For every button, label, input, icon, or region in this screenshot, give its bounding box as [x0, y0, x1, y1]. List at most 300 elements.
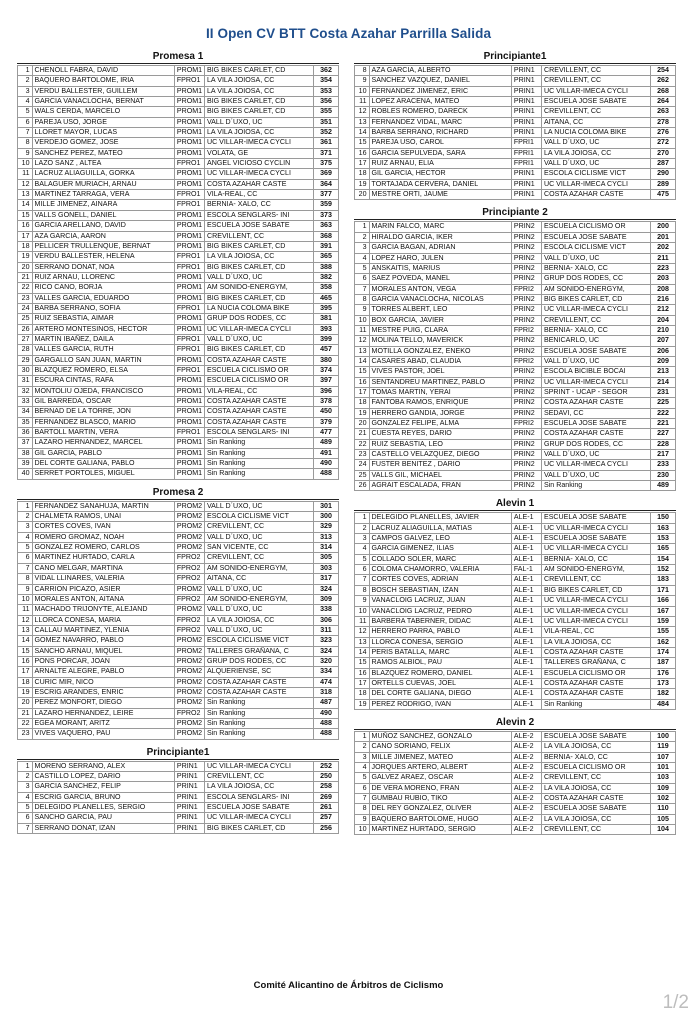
category-cell: PRIN2 — [511, 253, 541, 263]
rider-name-cell: GARCIA VANACLOCHA, NICOLAS — [369, 294, 511, 304]
category-cell: PROM1 — [174, 179, 204, 189]
bib-number-cell: 379 — [314, 417, 339, 427]
position-cell: 25 — [18, 314, 33, 324]
table-row — [18, 417, 339, 427]
rider-name-cell: VERDU BALLESTER, HELENA — [32, 252, 174, 262]
position-cell: 26 — [355, 481, 370, 491]
table-row — [355, 148, 676, 158]
rider-name-cell: MILLE JIMENEZ, AINARA — [32, 200, 174, 210]
club-cell: LA VILA JOIOSA, CC — [204, 615, 313, 625]
category-title: Principiante 2 — [354, 206, 676, 220]
table-row — [18, 718, 339, 728]
rider-name-cell: BERNAD DE LA TORRE, JON — [32, 407, 174, 417]
bib-number-cell: 359 — [314, 200, 339, 210]
position-cell: 23 — [18, 729, 33, 739]
club-cell: GRUP DOS RODES, CC — [204, 656, 313, 666]
table-row — [18, 293, 339, 303]
position-cell: 17 — [355, 678, 370, 688]
category-cell: PROM2 — [174, 687, 204, 697]
category-section — [17, 50, 339, 480]
category-cell: PROM2 — [174, 729, 204, 739]
bib-number-cell: 206 — [651, 346, 676, 356]
table-row — [18, 221, 339, 231]
category-cell: ALE-2 — [511, 731, 541, 741]
rider-name-cell: LOPEZ HARO, JULEN — [369, 253, 511, 263]
category-cell: PRIN1 — [174, 813, 204, 823]
table-row — [355, 565, 676, 575]
table-row — [18, 605, 339, 615]
table-row — [355, 274, 676, 284]
bib-number-cell: 313 — [314, 532, 339, 542]
category-cell: PRIN2 — [511, 294, 541, 304]
club-cell: ESCUELA JOSE SABATE — [204, 221, 313, 231]
club-cell: AM SONIDO-ENERGYM, — [541, 284, 650, 294]
rider-name-cell: FERNANDEZ JIMENEZ, ERIC — [369, 86, 511, 96]
category-cell: PRIN2 — [511, 346, 541, 356]
rider-name-cell: AGRAIT ESCALADA, FRAN — [369, 481, 511, 491]
bib-number-cell: 491 — [314, 448, 339, 458]
bib-number-cell: 171 — [651, 585, 676, 595]
category-cell: ALE-1 — [511, 596, 541, 606]
club-cell: AITANA, CC — [541, 117, 650, 127]
rider-name-cell: GUMBAU RUBIO, TIKO — [369, 794, 511, 804]
category-cell: ALE-1 — [511, 523, 541, 533]
position-cell: 18 — [355, 169, 370, 179]
table-row — [355, 294, 676, 304]
club-cell: ESCOLA CICLISME VICT — [204, 512, 313, 522]
category-cell: PRIN2 — [511, 408, 541, 418]
table-row — [355, 138, 676, 148]
club-cell: VALL D´UXO, UC — [204, 117, 313, 127]
position-cell: 10 — [355, 315, 370, 325]
rider-name-cell: DEL REY GONZALEZ, OLIVER — [369, 804, 511, 814]
position-cell: 7 — [355, 284, 370, 294]
position-cell: 20 — [18, 262, 33, 272]
club-cell: COSTA AZAHAR CASTE — [541, 429, 650, 439]
rider-name-cell: CASTELLO VELAZQUEZ, DIEGO — [369, 450, 511, 460]
category-cell: PRIN2 — [511, 274, 541, 284]
category-cell: PRIN1 — [174, 823, 204, 833]
bib-number-cell: 165 — [651, 544, 676, 554]
table-row — [18, 761, 339, 771]
category-cell: FPRI2 — [511, 325, 541, 335]
category-cell: PRIN1 — [511, 107, 541, 117]
bib-number-cell: 396 — [314, 386, 339, 396]
category-cell: ALE-2 — [511, 825, 541, 835]
table-row — [18, 159, 339, 169]
category-cell: FPRO2 — [174, 615, 204, 625]
club-cell: ESCOLA SENGLARS- INI — [204, 428, 313, 438]
bib-number-cell: 320 — [314, 656, 339, 666]
bib-number-cell: 358 — [314, 283, 339, 293]
category-cell: PROM1 — [174, 324, 204, 334]
table-row — [18, 334, 339, 344]
position-cell: 11 — [18, 605, 33, 615]
table-row — [355, 439, 676, 449]
bib-number-cell: 270 — [651, 148, 676, 158]
rider-name-cell: PEREZ MONFORT, DIEGO — [32, 698, 174, 708]
rider-name-cell: MARTINEZ TARRAGA, VERA — [32, 190, 174, 200]
bib-number-cell: 318 — [314, 687, 339, 697]
club-cell: LA NUCIA COLOMA BIKE — [541, 128, 650, 138]
club-cell: LA NUCIA COLOMA BIKE — [204, 303, 313, 313]
category-title: Promesa 1 — [17, 50, 339, 64]
position-cell: 24 — [18, 303, 33, 313]
rider-name-cell: GARCIA GIMENEZ, ILIAS — [369, 544, 511, 554]
category-cell: FPRI2 — [511, 356, 541, 366]
bib-number-cell: 489 — [651, 481, 676, 491]
rider-name-cell: SANCHEZ VAZQUEZ, DANIEL — [369, 76, 511, 86]
category-section — [17, 746, 339, 834]
bib-number-cell: 174 — [651, 647, 676, 657]
club-cell: UC VILLAR-IMECA CYCLI — [541, 596, 650, 606]
rider-name-cell: GARCIA ARELLANO, DAVID — [32, 221, 174, 231]
position-cell: 1 — [355, 222, 370, 232]
bib-number-cell: 153 — [651, 534, 676, 544]
rider-name-cell: RUIZ SEBASTIA, AIMAR — [32, 314, 174, 324]
rider-name-cell: TOMAS MARTIN, YERAI — [369, 387, 511, 397]
category-cell: PRIN1 — [511, 169, 541, 179]
category-cell: PRIN2 — [511, 315, 541, 325]
club-cell: Sin Ranking — [204, 469, 313, 479]
category-cell: ALE-2 — [511, 794, 541, 804]
club-cell: Sin Ranking — [541, 699, 650, 709]
club-cell: BIG BIKES CARLET, CD — [204, 345, 313, 355]
rider-name-cell: RUIZ ARNAU, ELIA — [369, 159, 511, 169]
rider-name-cell: CAMPOS GALVEZ, LEO — [369, 534, 511, 544]
table-row — [355, 377, 676, 387]
position-cell: 32 — [18, 386, 33, 396]
bib-number-cell: 233 — [651, 460, 676, 470]
bib-number-cell: 353 — [314, 86, 339, 96]
table-row — [18, 656, 339, 666]
position-cell: 18 — [355, 398, 370, 408]
position-cell: 8 — [18, 138, 33, 148]
club-cell: CREVILLENT, CC — [541, 66, 650, 76]
position-cell: 2 — [355, 523, 370, 533]
bib-number-cell: 378 — [314, 397, 339, 407]
club-cell: UC VILLAR-IMECA CYCLI — [541, 86, 650, 96]
rider-name-cell: MONTOLIU OJEDA, FRANCISCO — [32, 386, 174, 396]
position-cell: 16 — [18, 221, 33, 231]
rider-name-cell: LACRUZ ALIAGUILLA, GORKA — [32, 169, 174, 179]
table-row — [355, 169, 676, 179]
club-cell: TALLERES GRAÑANA, C — [204, 646, 313, 656]
start-grid-table — [354, 731, 676, 835]
category-title: Principiante1 — [17, 746, 339, 760]
category-cell: ALE-2 — [511, 742, 541, 752]
table-row — [355, 117, 676, 127]
category-cell: PRIN2 — [511, 336, 541, 346]
position-cell: 2 — [355, 232, 370, 242]
rider-name-cell: LLORCA CONESA, MARIA — [32, 615, 174, 625]
position-cell: 30 — [18, 365, 33, 375]
rider-name-cell: PAREJA USO, CAROL — [369, 138, 511, 148]
club-cell: BENICARLO, UC — [541, 336, 650, 346]
rider-name-cell: GONZALEZ ROMERO, CARLOS — [32, 543, 174, 553]
club-cell: VALL D´UXO, UC — [541, 253, 650, 263]
bib-number-cell: 450 — [314, 407, 339, 417]
table-row — [18, 169, 339, 179]
club-cell: VALL D´UXO, UC — [204, 625, 313, 635]
bib-number-cell: 380 — [314, 355, 339, 365]
table-row — [18, 376, 339, 386]
position-cell: 6 — [355, 274, 370, 284]
club-cell: VILA-REAL, CC — [541, 627, 650, 637]
position-cell: 8 — [355, 66, 370, 76]
rider-name-cell: LOPEZ ARACENA, MATEO — [369, 97, 511, 107]
position-cell: 11 — [18, 169, 33, 179]
category-cell: ALE-1 — [511, 668, 541, 678]
club-cell: COSTA AZAHAR CASTE — [541, 794, 650, 804]
rider-name-cell: AZA GARCIA, AARON — [32, 231, 174, 241]
bib-number-cell: 324 — [314, 584, 339, 594]
category-cell: PRIN1 — [174, 782, 204, 792]
position-cell: 19 — [18, 252, 33, 262]
bib-number-cell: 183 — [651, 575, 676, 585]
position-cell: 7 — [355, 575, 370, 585]
club-cell: UC VILLAR-IMECA CYCLI — [204, 761, 313, 771]
position-cell: 39 — [18, 459, 33, 469]
bib-number-cell: 204 — [651, 315, 676, 325]
table-row — [355, 356, 676, 366]
category-cell: PRIN2 — [511, 429, 541, 439]
table-row — [18, 512, 339, 522]
rider-name-cell: HERRERO GANDIA, JORGE — [369, 408, 511, 418]
club-cell: COSTA AZAHAR CASTE — [204, 687, 313, 697]
table-row — [18, 729, 339, 739]
category-cell: FPRO2 — [174, 594, 204, 604]
position-cell: 4 — [355, 253, 370, 263]
category-cell: PROM2 — [174, 501, 204, 511]
category-cell: PRIN1 — [511, 128, 541, 138]
position-cell: 3 — [355, 243, 370, 253]
rider-name-cell: DE VERA MORENO, FRAN — [369, 783, 511, 793]
club-cell: VALL D´UXO, UC — [541, 356, 650, 366]
club-cell: VOLATA, GE — [204, 148, 313, 158]
category-cell: FPRO2 — [174, 708, 204, 718]
club-cell: VALL D´UXO, UC — [204, 334, 313, 344]
category-cell: FPRO1 — [174, 345, 204, 355]
club-cell: SAN VICENTE, CC — [204, 543, 313, 553]
position-cell: 10 — [18, 159, 33, 169]
position-cell: 16 — [18, 656, 33, 666]
rider-name-cell: FERNANDEZ SANAHUJA, MARTIN — [32, 501, 174, 511]
bib-number-cell: 465 — [314, 293, 339, 303]
category-cell: PRIN1 — [511, 66, 541, 76]
table-row — [18, 200, 339, 210]
position-cell: 15 — [355, 658, 370, 668]
bib-number-cell: 104 — [651, 825, 676, 835]
category-cell: PROM1 — [174, 459, 204, 469]
position-cell: 14 — [18, 636, 33, 646]
club-cell: VALL D´UXO, UC — [204, 532, 313, 542]
table-row — [355, 346, 676, 356]
category-cell: PRIN2 — [511, 460, 541, 470]
club-cell: LA VILA JOIOSA, CC — [204, 252, 313, 262]
rider-name-cell: RUIZ SEBASTIA, LEO — [369, 439, 511, 449]
table-row — [18, 428, 339, 438]
club-cell: LA VILA JOIOSA, CC — [541, 148, 650, 158]
category-cell: ALE-1 — [511, 544, 541, 554]
bib-number-cell: 373 — [314, 210, 339, 220]
club-cell: UC VILLAR-IMECA CYCLI — [204, 324, 313, 334]
position-cell: 23 — [355, 450, 370, 460]
bib-number-cell: 287 — [651, 159, 676, 169]
table-row — [355, 263, 676, 273]
rider-name-cell: VIVES VAQUERO, PAU — [32, 729, 174, 739]
position-cell: 28 — [18, 345, 33, 355]
rider-name-cell: BARBERA TABERNER, DIDAC — [369, 616, 511, 626]
bib-number-cell: 182 — [651, 689, 676, 699]
table-row — [355, 387, 676, 397]
rider-name-cell: BALAGUER MURIACH, ARNAU — [32, 179, 174, 189]
bib-number-cell: 309 — [314, 594, 339, 604]
position-cell: 23 — [18, 293, 33, 303]
table-row — [18, 698, 339, 708]
table-row — [18, 574, 339, 584]
club-cell: COSTA AZAHAR CASTE — [204, 355, 313, 365]
category-section — [17, 486, 339, 740]
position-cell: 5 — [18, 107, 33, 117]
position-cell: 16 — [355, 668, 370, 678]
table-row — [18, 594, 339, 604]
club-cell: ESCOLA CICLISME VICT — [204, 636, 313, 646]
bib-number-cell: 110 — [651, 804, 676, 814]
club-cell: AITANA, CC — [204, 574, 313, 584]
category-cell: ALE-1 — [511, 575, 541, 585]
bib-number-cell: 377 — [314, 190, 339, 200]
rider-name-cell: FUSTER BENITEZ , DARIO — [369, 460, 511, 470]
table-row — [18, 803, 339, 813]
club-cell: BIG BIKES CARLET, CD — [204, 66, 313, 76]
club-cell: GRUP DOS RODES, CC — [541, 274, 650, 284]
table-row — [355, 86, 676, 96]
category-cell: PROM1 — [174, 407, 204, 417]
table-row — [355, 637, 676, 647]
position-cell: 7 — [355, 794, 370, 804]
bib-number-cell: 355 — [314, 107, 339, 117]
position-cell: 9 — [355, 305, 370, 315]
position-cell: 2 — [18, 76, 33, 86]
position-cell: 4 — [355, 762, 370, 772]
position-cell: 8 — [355, 804, 370, 814]
position-cell: 19 — [18, 687, 33, 697]
category-cell: FPRO1 — [174, 365, 204, 375]
category-cell: PROM1 — [174, 397, 204, 407]
rider-name-cell: GIL GARCIA, PABLO — [32, 448, 174, 458]
category-cell: PROM2 — [174, 532, 204, 542]
rider-name-cell: SERRANO DONAT, NOA — [32, 262, 174, 272]
bib-number-cell: 329 — [314, 522, 339, 532]
table-row — [18, 210, 339, 220]
club-cell: ESCUELA CICLISMO OR — [204, 376, 313, 386]
club-cell: Sin Ranking — [204, 729, 313, 739]
club-cell: ESCOLA SENGLARS- INI — [204, 210, 313, 220]
club-cell: CREVILLENT, CC — [204, 522, 313, 532]
rider-name-cell: SENTANDREU MARTINEZ, PABLO — [369, 377, 511, 387]
rider-name-cell: PONS PORCAR, JOAN — [32, 656, 174, 666]
position-cell: 3 — [18, 522, 33, 532]
bib-number-cell: 388 — [314, 262, 339, 272]
club-cell: COSTA AZAHAR CASTE — [541, 398, 650, 408]
position-cell: 13 — [355, 346, 370, 356]
rider-name-cell: VERDEJO GOMEZ, JOSE — [32, 138, 174, 148]
category-cell: FPRI1 — [511, 148, 541, 158]
rider-name-cell: LAZO SANZ , ALTEA — [32, 159, 174, 169]
bib-number-cell: 202 — [651, 243, 676, 253]
position-cell: 40 — [18, 469, 33, 479]
bib-number-cell: 211 — [651, 253, 676, 263]
position-cell: 4 — [18, 97, 33, 107]
rider-name-cell: RUIZ ARNAU, LLORENC — [32, 272, 174, 282]
rider-name-cell: AZA GARCIA, ALBERTO — [369, 66, 511, 76]
category-cell: PROM1 — [174, 210, 204, 220]
position-cell: 3 — [18, 86, 33, 96]
bib-number-cell: 272 — [651, 138, 676, 148]
position-cell: 17 — [355, 159, 370, 169]
bib-number-cell: 221 — [651, 419, 676, 429]
table-row — [18, 283, 339, 293]
table-row — [355, 658, 676, 668]
bib-number-cell: 203 — [651, 274, 676, 284]
category-cell: ALE-2 — [511, 783, 541, 793]
club-cell: ESCOLA SENGLARS- INI — [204, 792, 313, 802]
table-row — [18, 97, 339, 107]
position-cell: 9 — [18, 584, 33, 594]
bib-number-cell: 488 — [314, 729, 339, 739]
category-cell: PROM2 — [174, 656, 204, 666]
bib-number-cell: 356 — [314, 97, 339, 107]
bib-number-cell: 475 — [651, 190, 676, 200]
rider-name-cell: DELEGIDO PLANELLES, SERGIO — [32, 803, 174, 813]
club-cell: AM SONIDO-ENERGYM, — [541, 565, 650, 575]
table-row — [355, 460, 676, 470]
club-cell: Sin Ranking — [204, 459, 313, 469]
club-cell: AM SONIDO-ENERGYM, — [204, 594, 313, 604]
category-cell: PROM1 — [174, 117, 204, 127]
bib-number-cell: 311 — [314, 625, 339, 635]
bib-number-cell: 150 — [651, 513, 676, 523]
club-cell: CREVILLENT, CC — [204, 231, 313, 241]
category-section — [354, 716, 676, 835]
table-row — [18, 148, 339, 158]
table-row — [18, 501, 339, 511]
table-row — [18, 128, 339, 138]
bib-number-cell: 167 — [651, 606, 676, 616]
rider-name-cell: JORQUES ARTERO, ALBERT — [369, 762, 511, 772]
category-cell: PRIN1 — [511, 179, 541, 189]
club-cell: BIG BIKES CARLET, CD — [541, 294, 650, 304]
rider-name-cell: LAZARO HERNANDEZ, LEIRE — [32, 708, 174, 718]
table-row — [18, 792, 339, 802]
position-cell: 18 — [18, 677, 33, 687]
table-row — [355, 429, 676, 439]
table-row — [355, 668, 676, 678]
position-cell: 26 — [18, 324, 33, 334]
table-row — [18, 782, 339, 792]
rider-name-cell: DELEGIDO PLANELLES, JAVIER — [369, 513, 511, 523]
position-cell: 15 — [355, 138, 370, 148]
table-row — [355, 315, 676, 325]
rider-name-cell: MARTIN IBAÑEZ, DAILA — [32, 334, 174, 344]
table-row — [355, 783, 676, 793]
rider-name-cell: FERNANDEZ VIDAL, MARC — [369, 117, 511, 127]
bib-number-cell: 289 — [651, 179, 676, 189]
bib-number-cell: 300 — [314, 512, 339, 522]
table-row — [18, 179, 339, 189]
rider-name-cell: BOX GARCIA, JAVIER — [369, 315, 511, 325]
